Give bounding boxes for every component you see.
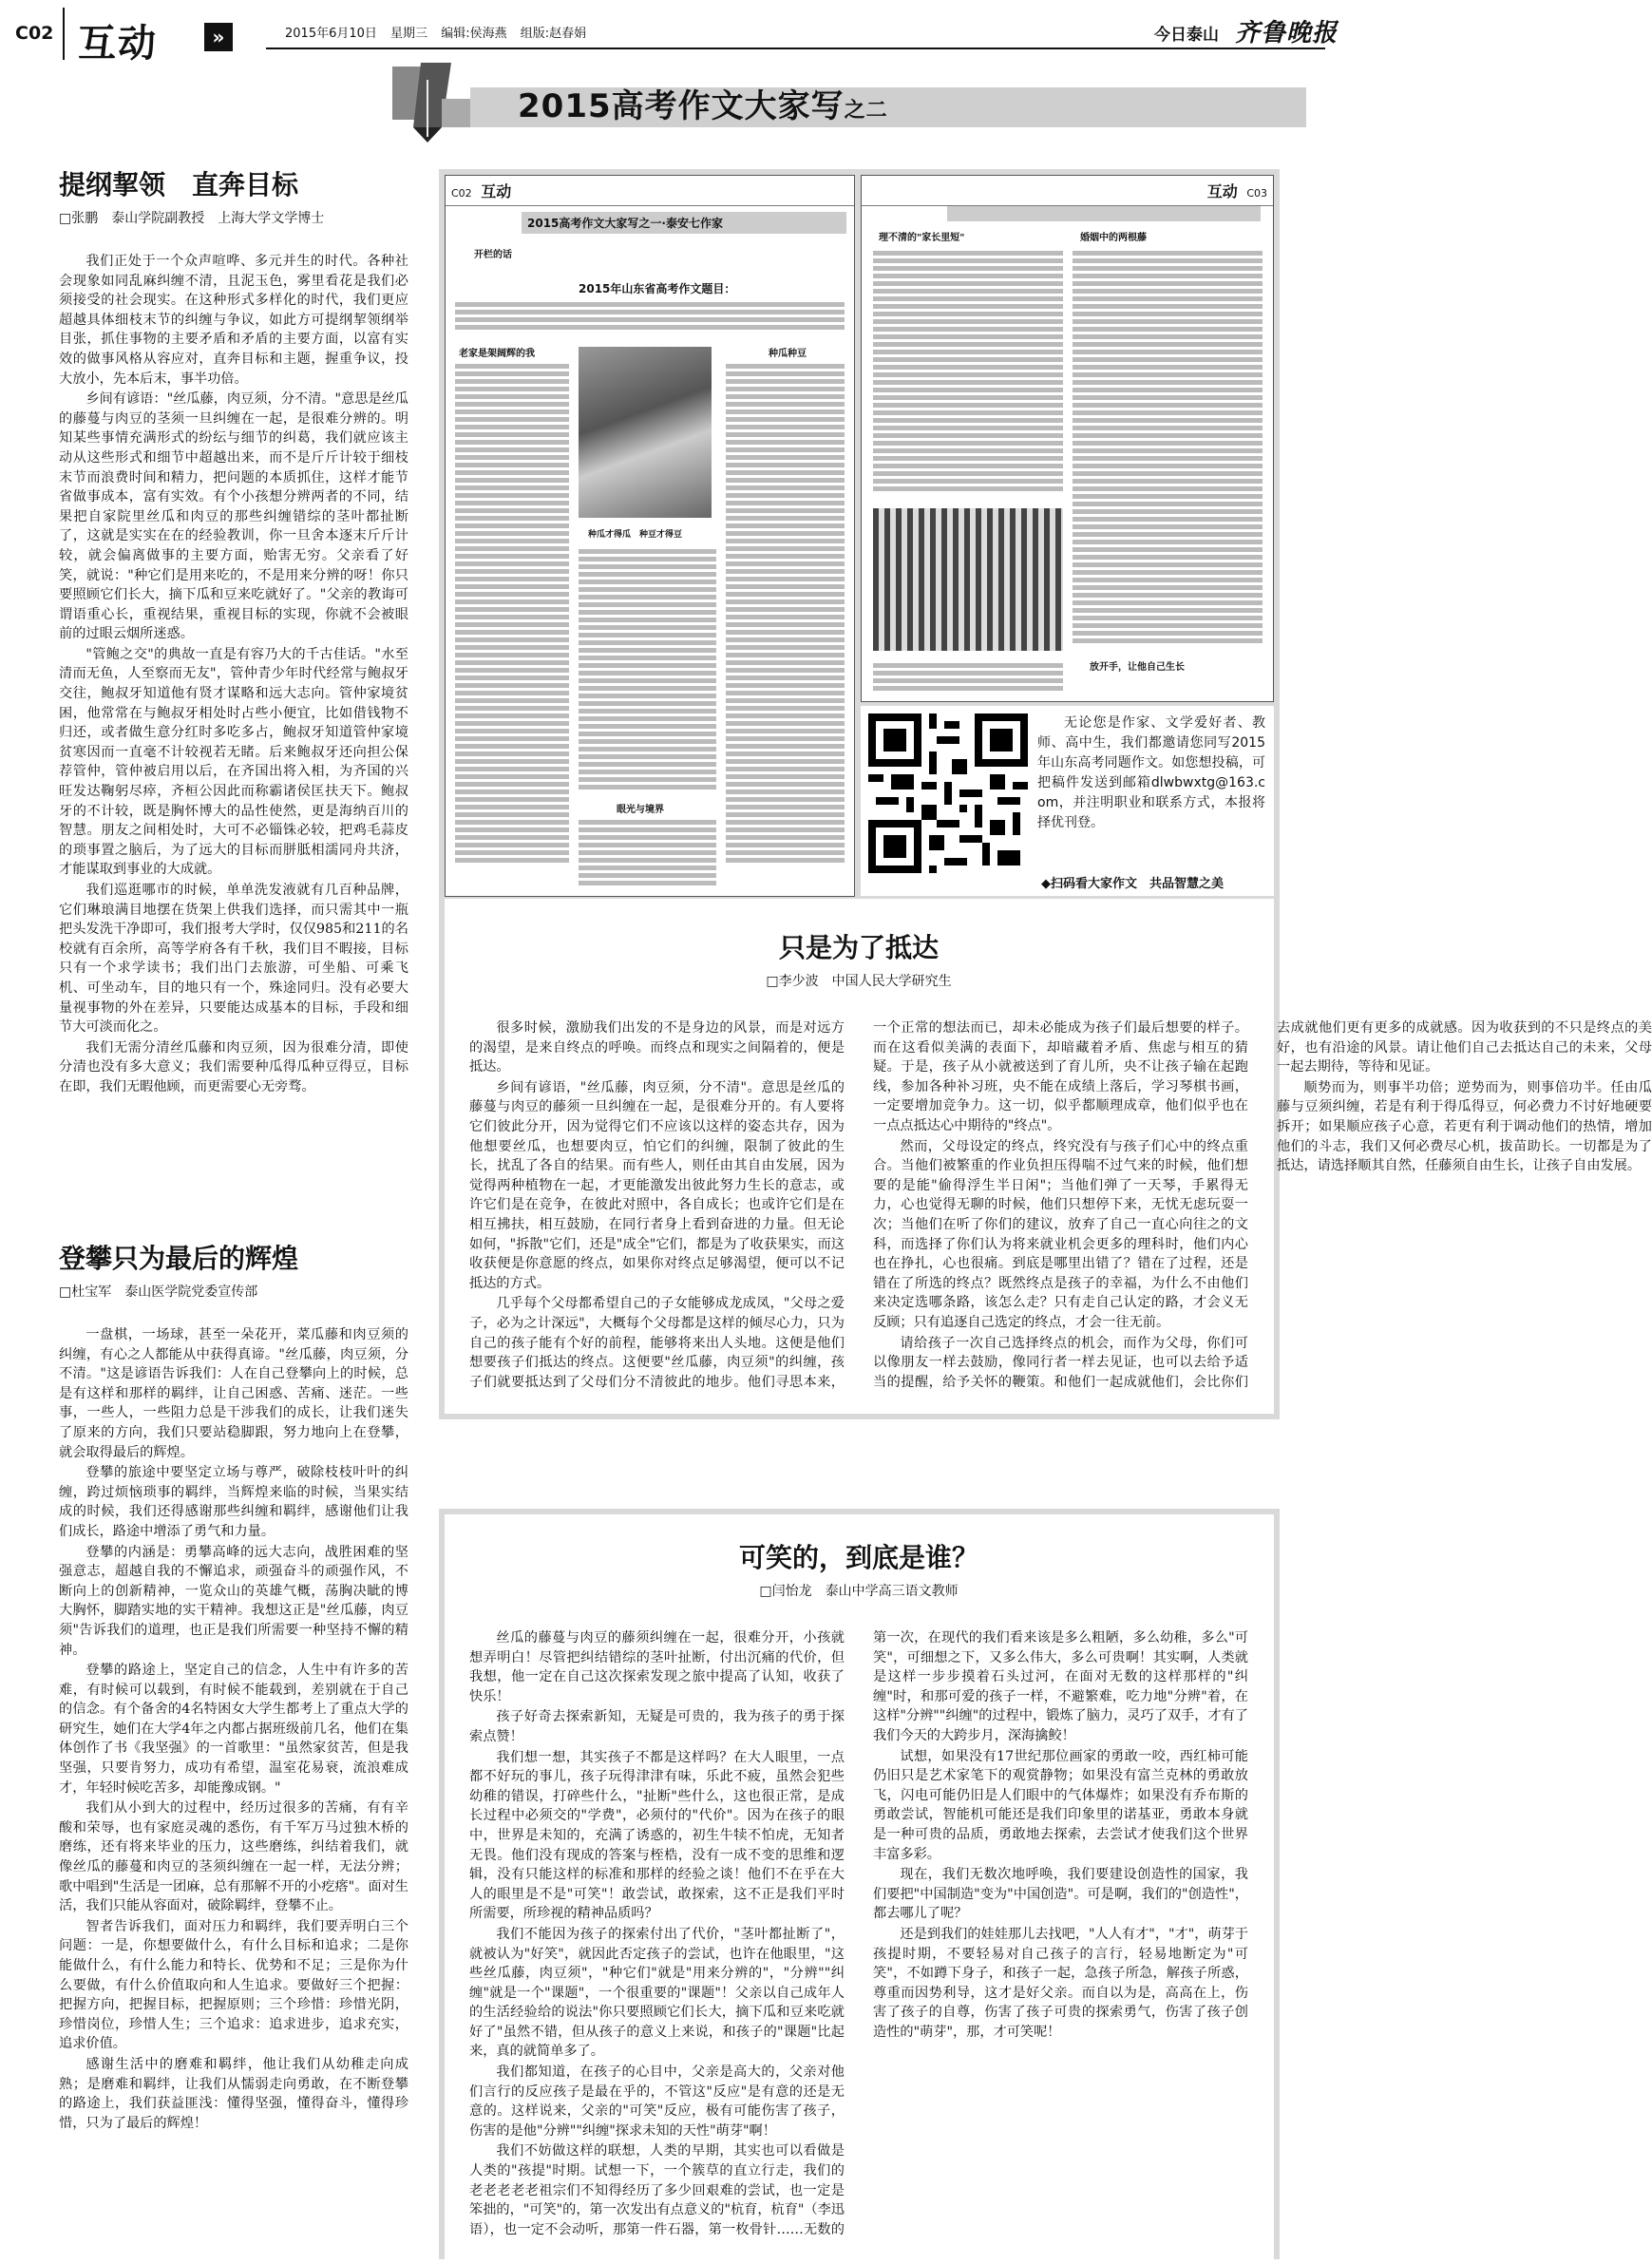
article-2-paragraph: 我们从小到大的过程中，经历过很多的苦痛，有有辛酸和荣辱，也有家庭灵魂的悉伤，有千军万马过独木桥的磨练，还有将来毕业的压力，这些磨练，纠结着我们，就像丝瓜的藤蔓和肉豆的茎须纠缠在一起一样，无法分辨；歌中唱到"生活是一团麻，总有那解不开的小疙瘩"。面对生活，我们只能从容面对，破除羁绊，登攀不止。 — [59, 1800, 408, 1914]
thumb1-column-left — [455, 361, 569, 874]
article-2-paragraph: 登攀的旅途中要坚定立场与尊严，破除枝枝叶叶的纠缠，跨过烦恼琐事的羁绊，当辉煌来临的时候，当果实结成的时候，我们还得感谢那些纠缠和羁绊，感谢他们让我们成长，路途中增添了勇气和力量。 — [59, 1465, 408, 1539]
header-meta — [285, 23, 586, 41]
column-banner — [385, 67, 1316, 138]
promo-box — [861, 706, 1274, 896]
article-2-title: 登攀只为最后的辉煌 — [59, 1243, 299, 1274]
article-2-paragraph: 智者告诉我们，面对压力和羁绊，我们要弄明白三个问题：一是，你想要做什么，有什么目标和追求；二是你能做什么，有什么能力和特长、优势和不足；三是你为什么要做，有什么价值取向和人生追求。要做好三个把握：把握方向，把握目标，把握原则；三个珍惜：珍惜光阴，珍惜岗位，珍惜人生；三个追求：追求进步，追求充实，追求价值。 — [59, 1918, 408, 2052]
thumb2-col-1 — [873, 248, 1063, 495]
article-3 — [469, 929, 1652, 1404]
thumb1-text-block — [455, 299, 845, 337]
article-2-byline: □杜宝军 泰山医学院党委宣传部 — [59, 1284, 258, 1300]
layout-editor: 组版:赵春娟 — [520, 27, 587, 41]
article-3-paragraph: 很多时候，激励我们出发的不是身边的风景，而是对远方的渴望，是来自终点的呼唤。而终点和现实之间隔着的，便是抵达。 — [469, 1020, 845, 1075]
article-4-paragraph: 我们不能因为孩子的探索付出了代价，"茎叶都扯断了"，就被认为"好笑"，就因此否定孩子的尝试，也许在他眼里，"这些丝瓜藤，肉豆须"，"种它们"就是"用来分辨的"，"分辨""纠缠"就是一个"课题"，一个很重要的"课题"！父亲以自己成年人的生活经验给的说法"你只要照顾它们长大，摘下瓜和豆来吃就好了"虽然不错，但从孩子的意义上来说，和孩子的"课题"比起来，真的就简单多了。 — [469, 1926, 845, 2060]
article-2-paragraph: 登攀的路途上，坚定自己的信念，人生中有许多的苦难，有时候可以载到，有时候不能载到，差别就在于自己的信念。有个备舍的4名特困女大学生都考上了重点大学的研究生，她们在大学4年之内都占据班级前几名，他们在集体创作了书《我坚强》的一首歌里："虽然家贫苦，但是我坚强，只要肯努力，成功有希望，温室花易衰，流浪难成才，年轻时候吃苦多，却能豫成钢。" — [59, 1663, 408, 1796]
thumb1-opener: 开栏的话 — [474, 250, 512, 260]
editor: 编辑:侯海燕 — [441, 27, 507, 41]
article-1-byline: □张鹏 泰山学院副教授 上海大学文学博士 — [59, 211, 325, 226]
article-1-paragraph: 乡间有谚语："丝瓜藤，肉豆须，分不清。"意思是丝瓜的藤蔓与肉豆的茎须一旦纠缠在一起，是很难分辨的。明知某些事情充满形式的纷纭与细节的纠葛，我们就应该主动从这些形式和细节中超越出来，而不是斤斤计较于细枝末节而浪费时间和精力，把问题的本质抓住，这样才能节省做事成本，富有实效。有个小孩想分辨两者的不同，结果把自家院里丝瓜和肉豆的那些纠缠错综的茎叶都扯断了，这就是实实在在的经验教训，你一旦舍本逐末斤斤计较，就会偏离做事的主要方面，贻害无穷。父亲看了好笑，就说："种它们是用来吃的，不是用来分辨的呀！你只要照顾它们长大，摘下瓜和豆来吃就好了。"父亲的教诲可谓语重心长，重视结果，重视目标的实现，你就不会被眼前的过眼云烟所迷惑。 — [59, 391, 408, 642]
thumb2-heading-3: 放开手，让他自己生长 — [1090, 662, 1185, 673]
previous-page-thumbnail-c02[interactable] — [445, 175, 855, 897]
article-1-title: 提纲挈领 直奔目标 — [59, 169, 299, 200]
issue-weekday: 星期三 — [390, 27, 428, 41]
banner-title-text: 2015高考作文大家写 — [518, 87, 845, 125]
thumb1-heading-3: 眼光与境界 — [617, 805, 664, 815]
article-4-paragraph: 我们都知道，在孩子的心目中，父亲是高大的，父亲对他们言行的反应孩子是最在乎的，不管这"反应"是有意的还是无意的。这样说来，父亲的"可笑"反应，极有可能伤害了孩子，伤害的是他"分辨""纠缠"探求未知的天性"萌芽"啊！ — [469, 2064, 845, 2139]
article-3-frame-bottom — [439, 1414, 1280, 1419]
page-header — [0, 0, 1339, 67]
article-4-paragraph: 我们不妨做这样的联想，人类的早期，其实也可以看做是人类的"孩提"时期。试想一下，一个簇草的直立行走，我们的老老老老老祖宗们不知得经历了多少回艰难的尝试，也一定是笨拙的，"可笑"的，第一次发出有点意义的"杭育，杭育"（李迅语），也一定不会动听，那第一件石器，第一枚骨针……无数的第一次，在现代的我们看来该是多么粗陋，多么幼稚，多么"可笑"，可细想之下，又多么伟大，多么可贵啊！其实啊，人类就是这样一步步摸着石头过河，在面对无数的这样那样的"纠缠"时，和那可爱的孩子一样，不避繁难，吃力地"分辨"着，在这样"分辨""纠缠"的过程中，锻炼了脑力，灵巧了双手，才有了我们今天的大跨步月，深海擒鲛！ — [469, 1630, 1248, 2237]
thumb1-page-no: C02 — [451, 187, 472, 200]
article-3-paragraph: 乡间有谚语，"丝瓜藤，肉豆须，分不清"。意思是丝瓜的藤蔓与肉豆的藤须一旦纠缠在一起，是很难分开的。有人要将它们彼此分开，因为觉得它们不应该以这样的姿态共存，因为他想要丝瓜，也想要肉豆，怕它们的纠缠，限制了彼此的生长，扰乱了各自的结果。而有些人，则任由其自由发展，因为觉得两种植物在一起，才更能激发出彼此努力生长的意志，或许它们是在竞争，在彼此对照中，各自成长；也或许它们是在相互拂扶，相互鼓励，在同行者身上看到奋进的力量。但无论如何，"拆散"它们，还是"成全"它们，都是为了收获果实，而这收获便是你意愿的终点，如果你对终点足够渴望，便可以不记抵达的方式。 — [469, 1079, 845, 1291]
qr-code-icon[interactable] — [868, 713, 1028, 873]
thumb2-col-2 — [1073, 248, 1263, 647]
article-4-paragraph: 丝瓜的藤蔓与肉豆的藤须纠缠在一起，很难分开，小孩就想弄明白！尽管把纠结错综的茎叶扯断，付出沉痛的代价，但我想，他一定在自己这次探索发现之旅中提高了认知，收获了快乐！ — [469, 1630, 845, 1704]
banner-title — [518, 80, 888, 126]
previous-page-thumbnail-c03[interactable] — [861, 175, 1274, 702]
section-name: 互动 — [78, 21, 158, 66]
issue-date: 2015年6月10日 — [285, 27, 377, 41]
article-4-frame-right — [1274, 1509, 1280, 2259]
article-4-frame-top — [439, 1509, 1280, 1514]
thumb2-header — [862, 176, 1273, 206]
article-2-paragraph: 登攀的内涵是：勇攀高峰的远大志向，战胜困难的坚强意志，超越自我的不懈追求，顽强奋斗的顽强作风，不断向上的创新精神，一览众山的英雄气概，荡胸决眦的博大胸怀，脚踏实地的实干精神。我想这正是"丝瓜藤，肉豆须"告诉我们的道理，也正是我们所需要一种坚持不懈的精神。 — [59, 1544, 408, 1658]
header-rule — [266, 48, 1325, 49]
thumb1-header — [446, 176, 854, 206]
article-3-paragraph: 然而，父母设定的终点，终究没有与孩子们心中的终点重合。当他们被繁重的作业负担压得喘不过气来的时候，他们想要的是能"偷得浮生半日闲"；当他们弹了一天琴，手累得无力，心也觉得无聊的时候，他们只想停下来，无忧无虑玩耍一次；当他们在听了你们的建议，放弃了自己一直心向往之的文科，而选择了你们认为将来就业机会更多的理科时，他们内心也在挣扎，心也很痛。到底是哪里出错了？错在了过程，还是错在了所选的终点？既然终点是孩子的幸福，为什么不由他们来决定选哪条路，该怎么走？只有走自己认定的路，才会义无反顾；只有追逐自己选定的终点，才会一往无前。 — [873, 1138, 1248, 1330]
article-2-paragraph: 一盘棋，一场球，甚至一朵花开，菜瓜藤和肉豆须的纠缠，有心之人都能从中获得真谛。"丝瓜藤，肉豆须，分不清。"这是谚语告诉我们：人在自己登攀向上的时候，总是有这样和那样的羁绊，让自己困惑、苦痛、迷茫。一些事，一些人，一些阻力总是干涉我们的成长，让我们迷失了原来的方向，我们只要站稳脚跟，努力地向上在登攀，就会取得最后的辉煌。 — [59, 1327, 408, 1460]
thumb1-section: 互动 — [481, 182, 512, 200]
thumb1-banner: 2015高考作文大家写之一·泰安七作家 — [522, 212, 846, 234]
article-1 — [59, 166, 408, 1150]
article-4-byline: □闫怡龙 泰山中学高三语文教师 — [759, 1584, 959, 1599]
thumb1-heading-1: 老家是架阔辉的我 — [459, 349, 535, 359]
article-4-paragraph: 我们想一想，其实孩子不都是这样吗？在大人眼里，一点都不好玩的事儿，孩子玩得津津有味，乐此不疲，虽然会犯些幼稚的错误，打碎些什么，"扯断"些什么，这也很正常，是成长过程中必须交的"学费"，必须付的"代价"。因为在孩子的眼中，世界是未知的，充满了诱惑的，初生牛犊不怕虎，无知者无畏。他们没有现成的答案与桎梏，没有一成不变的思维和逻辑，没有只能这样的标准和那样的经验之谈！他们不在乎在大人的眼里是不是"可笑"！敢尝试，敢探索，这不正是我们平时所需要，所珍视的精神品质吗？ — [469, 1749, 845, 1922]
article-4-paragraph: 试想，如果没有17世纪那位画家的勇敢一咬，西红柿可能仍旧只是艺术家笔下的观赏静物；如果没有富兰克林的勇敢放飞，闪电可能仍旧是人们眼中的气体爆炸；如果没有乔布斯的勇敢尝试，智能机可能还是我们印象里的诺基亚，勇敢本身就是一种可贵的品质，勇敢地去探索，去尝试才使我们这个世界丰富多彩。 — [873, 1748, 1248, 1862]
thumb2-heading-2: 婚姻中的两根藤 — [1080, 233, 1147, 243]
thumb2-section: 互动 — [1206, 182, 1238, 200]
article-3-paragraph: 顺势而为，则事半功倍；逆势而为，则事倍功半。任由瓜藤与豆须纠缠，若是有利于得瓜得豆，何必费力不讨好地硬要拆开；如果顺应孩子心意，若更有利于调动他们的热情，增加他们的斗志，我们又何必费尽心机，拔苗助长。一切都是为了抵达，请选择顺其自然，任藤须自由生长，让孩子自由发展。 — [1277, 1079, 1652, 1174]
thumb2-heading-1: 理不清的"家长里短" — [879, 233, 965, 243]
thumb2-page-no: C03 — [1246, 187, 1267, 200]
article-4-title: 可笑的，到底是谁？ — [738, 1542, 978, 1573]
page-number: C02 — [15, 23, 54, 44]
article-1-paragraph: 我们正处于一个众声喧哗、多元并生的时代。各种社会现象如同乱麻纠缠不清，且泥玉色，雾里看花是我们必须接受的社会现实。在这种形式多样化的时代，我们更应超越具体细枝末节的纠缠与争议，如此方可提纲挈领纲举目张，抓住事物的主要矛盾和矛盾的主要方面，以富有实效的做事风格从容应对，直奔目标和主题，握重争议，投大放小，先本后末，事半功倍。 — [59, 254, 408, 387]
thumb2-image — [873, 508, 1063, 651]
article-4-paragraph: 还是到我们的娃娃那儿去找吧，"人人有才"，"才"，萌芽于孩提时期，不要轻易对自己孩子的言行，轻易地断定为"可笑"，不如蹲下身子，和孩子一起，急孩子所急，解孩子所惑，尊重而因势利导，这才是好父亲。而自以为是，高高在上，伤害了孩子的自尊，伤害了孩子可贵的探索勇气，伤害了孩子创造性的"萌芽"，那，才可笑呢！ — [873, 1926, 1248, 2040]
thumb1-heading-2: 种瓜种豆 — [769, 349, 807, 359]
article-3-paragraph: 请给孩子一次自己选择终点的机会，而作为父母，你们可以像朋友一样去鼓励，像同行者一样去见证，也可以去给予适当的提醒，给予关怀的鞭策。和他们一起成就他们，会比你们去成就他们更有更多的成就感。因为收获到的不只是终点的美好，也有沿途的风景。请让他们自己去抵达自己的未来，父母一起去期待，等待和见证。 — [873, 1020, 1652, 1390]
article-1-paragraph: 我们无需分清丝瓜藤和肉豆须，因为很难分清，即使分清也没有多大意义；我们需要种瓜得瓜种豆得豆，目标在即，我们无暇他顾，而更需要心无旁骛。 — [59, 1039, 408, 1094]
article-3-paragraph: 几乎每个父母都希望自己的子女能够成龙成凤，"父母之爱子，必为之计深远"，大概每个父母都是这样的倾尽心力，只为自己的孩子能有个好的前程，能够将来出人头地。这便是他们想要孩子们抵达的终点。这便要"丝瓜藤，肉豆须"的纠缠，孩子们就要抵达到了父母们分不清彼此的地步。他们寻思本来，一个正常的想法而已，却未必能成为孩子们最后想要的样子。而在这看似美满的表面下，却暗藏着矛盾、焦虑与相互的猜疑。于是，孩子从小就被送到了育儿所，央不让孩子输在起跑线，参加各种补习班，央不能在成绩上落后，学习琴棋书画，一定要增加竞争力。这一切，似乎都顺理成章，他们似乎也在一点点抵达心中期待的"终点"。 — [469, 1020, 1248, 1390]
article-4-frame-left — [439, 1509, 445, 2259]
promo-text: 无论您是作家、文学爱好者、教师、高中生，我们都邀请您同写2015年山东高考同题作文。如您想投稿，可把稿件发送到邮箱dlwbwxtg@163.com，并注明职业和联系方式，本报将择优刊登。 — [1037, 715, 1265, 830]
thumb1-column-mid — [579, 546, 716, 793]
article-3-body — [469, 1018, 1652, 1397]
newspaper-logo: 齐鲁晚报 — [1235, 19, 1339, 48]
article-4 — [469, 1539, 1248, 2256]
header-right-label: 今日泰山 — [1154, 26, 1219, 45]
article-4-body — [469, 1628, 1248, 2251]
article-4-paragraph: 孩子好奇去探索新知，无疑是可贵的，我为孩子的勇于探索点赞！ — [469, 1709, 845, 1744]
thumb1-column-bottom — [579, 817, 716, 888]
thumb2-banner — [947, 206, 1261, 221]
article-3-byline: □李少波 中国人民大学研究生 — [766, 974, 952, 989]
section-arrow-icon: » — [204, 23, 233, 51]
article-2-paragraph: 感谢生活中的磨难和羁绊，他让我们从幼稚走向成熟；是磨难和羁绊，让我们从懦弱走向勇敢，在不断登攀的路途上，我们获益匪浅：懂得坚强，懂得奋斗，懂得珍惜，只为了最后的辉煌！ — [59, 2056, 408, 2131]
pen-nib-icon — [385, 61, 475, 144]
thumb1-topic: 2015年山东省高考作文题目： — [579, 282, 736, 295]
article-1-paragraph: "管鲍之交"的典故一直是有容乃大的千古佳话。"水至清而无鱼，人至察而无友"，管仲青少年时代经常与鲍叔牙交往，鲍叔牙知道他有贤才谋略和远大志向。管仲家境贫困，他常常在与鲍叔牙相处时占些小便宜，比如借钱物不归还，或者做生意分红时多吃多占，鲍叔牙知道管仲家境贫寒因而一直毫不计较视若无睹。后来鲍叔牙还向担公保荐管仲，管仲被启用以后，在齐国出将入相，为齐国的兴旺发达鞠躬尽瘁，齐桓公因此而称霸诸侯匡扶天下。鲍叔牙的不计较，既是胸怀博大的品性使然，更是海纳百川的智慧。朋友之间相处时，大可不必锱铢必较，把鸡毛蒜皮的琐事置之脑后，为了远大的目标而胼胝相濡同舟共济，才能谋取到事业的大成就。 — [59, 646, 408, 878]
article-4-paragraph: 现在，我们无数次地呼唤，我们要建设创造性的国家，我们要把"中国制造"变为"中国创造"。可是啊，我们的"创造性"，都去哪儿了呢？ — [873, 1867, 1248, 1922]
article-3-title: 只是为了抵达 — [778, 932, 939, 963]
thumb2-col-3 — [873, 660, 1063, 698]
page-number-divider — [63, 8, 65, 60]
article-1-paragraph: 我们巡逛哪市的时候，单单洗发液就有几百种品牌，它们琳琅满目地摆在货架上供我们选择，而只需其中一瓶把头发洗干净即可，我们报考大学时，仅仅985和211的名校就有百余所，高等学府各有千秋，我们目不暇接，目标只有一个求学读书；我们出门去旅游，可坐船、可乘飞机、可坐动车，目的地只有一个，殊途同归。没有必要大量视事物的外在差异，只要能达成基本的目标，手段和细节大可淡而化之。 — [59, 883, 408, 1036]
thumb1-photo — [579, 347, 712, 518]
thumb1-column-right — [726, 361, 845, 874]
qr-caption: ◆扫码看大家作文 共品智慧之美 — [1041, 877, 1224, 891]
banner-title-suffix: 之二 — [844, 99, 888, 123]
thumb1-photo-caption: 种瓜才得瓜 种豆才得豆 — [588, 530, 683, 540]
article-3-frame-left — [439, 899, 445, 1417]
article-2 — [59, 1240, 408, 2256]
